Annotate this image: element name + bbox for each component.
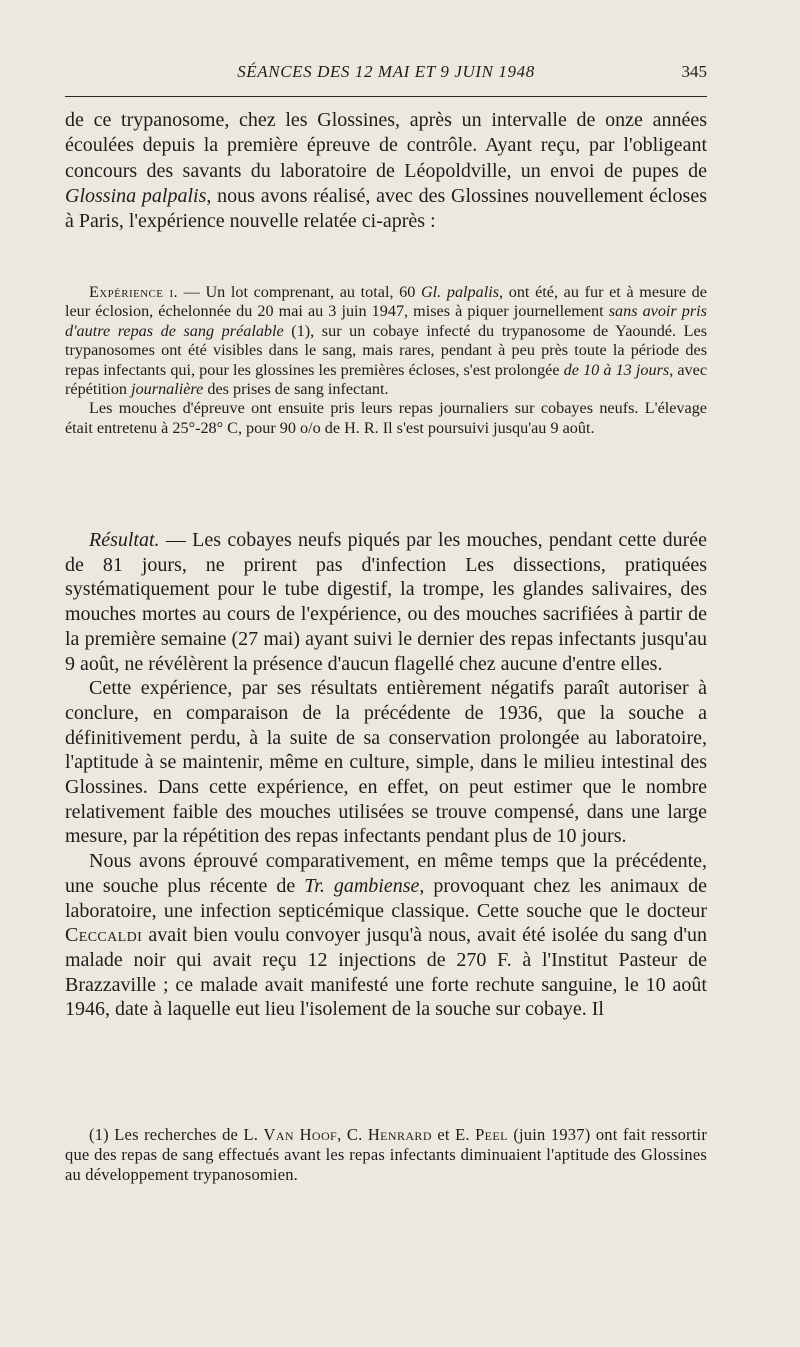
exp-text-c: (1), sur un cobaye infecté du trypanosome de Yaoundé. Les trypanosomes ont été visibles dans le sang, mais rares, pendant à peu près toute la période des repas infectants qui, pour les glossines les premières écloses, s'est prolongée <box>65 321 707 379</box>
intro-paragraph-block <box>65 108 707 234</box>
footnote-name-1: Van Hoof <box>263 1125 338 1144</box>
comparison-paragraph <box>65 849 707 1022</box>
exp-text-e: des prises de sang infectant. <box>203 380 389 399</box>
intro-paragraph <box>65 108 707 234</box>
results-label: Résultat. <box>89 529 160 551</box>
comparison-text-b: , provoquant chez les animaux de laboratoire, une infection septicémique classique. Cette souche que le docteur <box>65 874 707 922</box>
footnote-name-3: Peel <box>475 1125 508 1144</box>
results-paragraph <box>65 528 707 676</box>
conclusion-paragraph: Cette expérience, par ses résultats entièrement négatifs paraît autoriser à conclure, en comparaison de la précédente de 1936, que la souche a définitivement perdu, à la suite de sa conservation prolongée au laboratoire, l'aptitude à se maintenir, même en culture, simple, dans le milieu intestinal des Glossines. Dans cette expérience, en effet, on peut estimer que le nombre relativement faible des mouches utilisées se trouve compensé, dans une large mesure, par la répétition des repas infectants pendant plus de 10 jours. <box>65 677 707 848</box>
species-name: Glossina palpalis <box>65 184 207 207</box>
results-section <box>65 528 707 1022</box>
experience-heading: Expérience i. <box>89 283 178 301</box>
experience-section <box>65 283 707 438</box>
author-name: Ceccaldi <box>65 924 143 947</box>
comparison-text-a: Nous avons éprouvé comparativement, en même temps que la précédente, une souche plus récente de <box>65 850 707 897</box>
comparison-species: Tr. gambiense <box>304 874 420 897</box>
exp-species: Gl. palpalis <box>420 283 500 301</box>
intro-text-a: de ce trypanosome, chez les Glossines, après un intervalle de onze années écoulées depuis la première épreuve de contrôle. Ayant reçu, par l'obligeant concours des savants du laboratoire de Léopoldville, un envoi de pupes de <box>65 109 707 182</box>
experience-paragraph-2: Les mouches d'épreuve ont ensuite pris leurs repas journaliers sur cobayes neufs. L'élevage était entretenu à 25°-28° C, pour 90 o/o de H. R. Il s'est poursuivi jusqu'au 9 août. <box>65 399 707 437</box>
experience-paragraph <box>65 283 707 399</box>
header-rule <box>65 96 707 97</box>
footnote-text <box>65 1125 707 1185</box>
exp-text-d: , avec répétition <box>65 360 708 399</box>
exp-italic-2: de 10 à 13 jours <box>563 360 670 379</box>
exp-italic-1: sans avoir pris d'autre repas de sang préalable <box>65 302 707 340</box>
footnote-c: et E. <box>431 1125 476 1144</box>
intro-text-b: , nous avons réalisé, avec des Glossines nouvellement écloses à Paris, l'expérience nouvelle relatée ci-après : <box>65 184 707 233</box>
results-text: — Les cobayes neufs piqués par les mouches, pendant cette durée de 81 jours, ne prirent pas d'infection Les dissections, pratiquées systématiquement pour le tube digestif, la trompe, les glandes salivaires, des mouches mortes au cours de l'expérience, ou des mouches sacrifiées à partir de la première semaine (27 mai) ayant suivi le dernier des repas infectants jusqu'au 9 août, ne révélèrent la présence d'aucun flagellé chez aucune d'entre elles. <box>65 529 707 675</box>
exp-text-a: — Un lot comprenant, au total, 60 <box>177 283 421 301</box>
exp-italic-3: journalière <box>131 380 204 399</box>
footnote <box>65 1125 707 1185</box>
comparison-text-c: avait bien voulu convoyer jusqu'à nous, avait été isolée du sang d'un malade noir qui avait reçu 12 injections de 270 F. à l'Institut Pasteur de Brazzaville ; ce malade avait manifesté une forte rechute sanguine, le 10 août 1946, date à laquelle eut lieu l'isolement de la souche sur cobaye. Il <box>65 924 707 1021</box>
footnote-b: , C. <box>337 1125 368 1144</box>
footnote-name-2: Henrard <box>367 1125 432 1144</box>
page-header <box>65 62 707 88</box>
page-number: 345 <box>681 62 707 81</box>
footnote-d: (juin 1937) ont fait ressortir que des repas de sang effectués avant les repas infectants diminuaient l'aptitude des Glossines au développement trypanosomien. <box>65 1125 708 1184</box>
exp-text-b: , ont été, au fur et à mesure de leur éclosion, échelonnée du 20 mai au 3 juin 1947, mises à piquer journellement <box>65 283 707 321</box>
running-head: SÉANCES DES 12 MAI ET 9 JUIN 1948 <box>237 62 535 81</box>
footnote-a: (1) Les recherches de L. <box>89 1125 264 1144</box>
